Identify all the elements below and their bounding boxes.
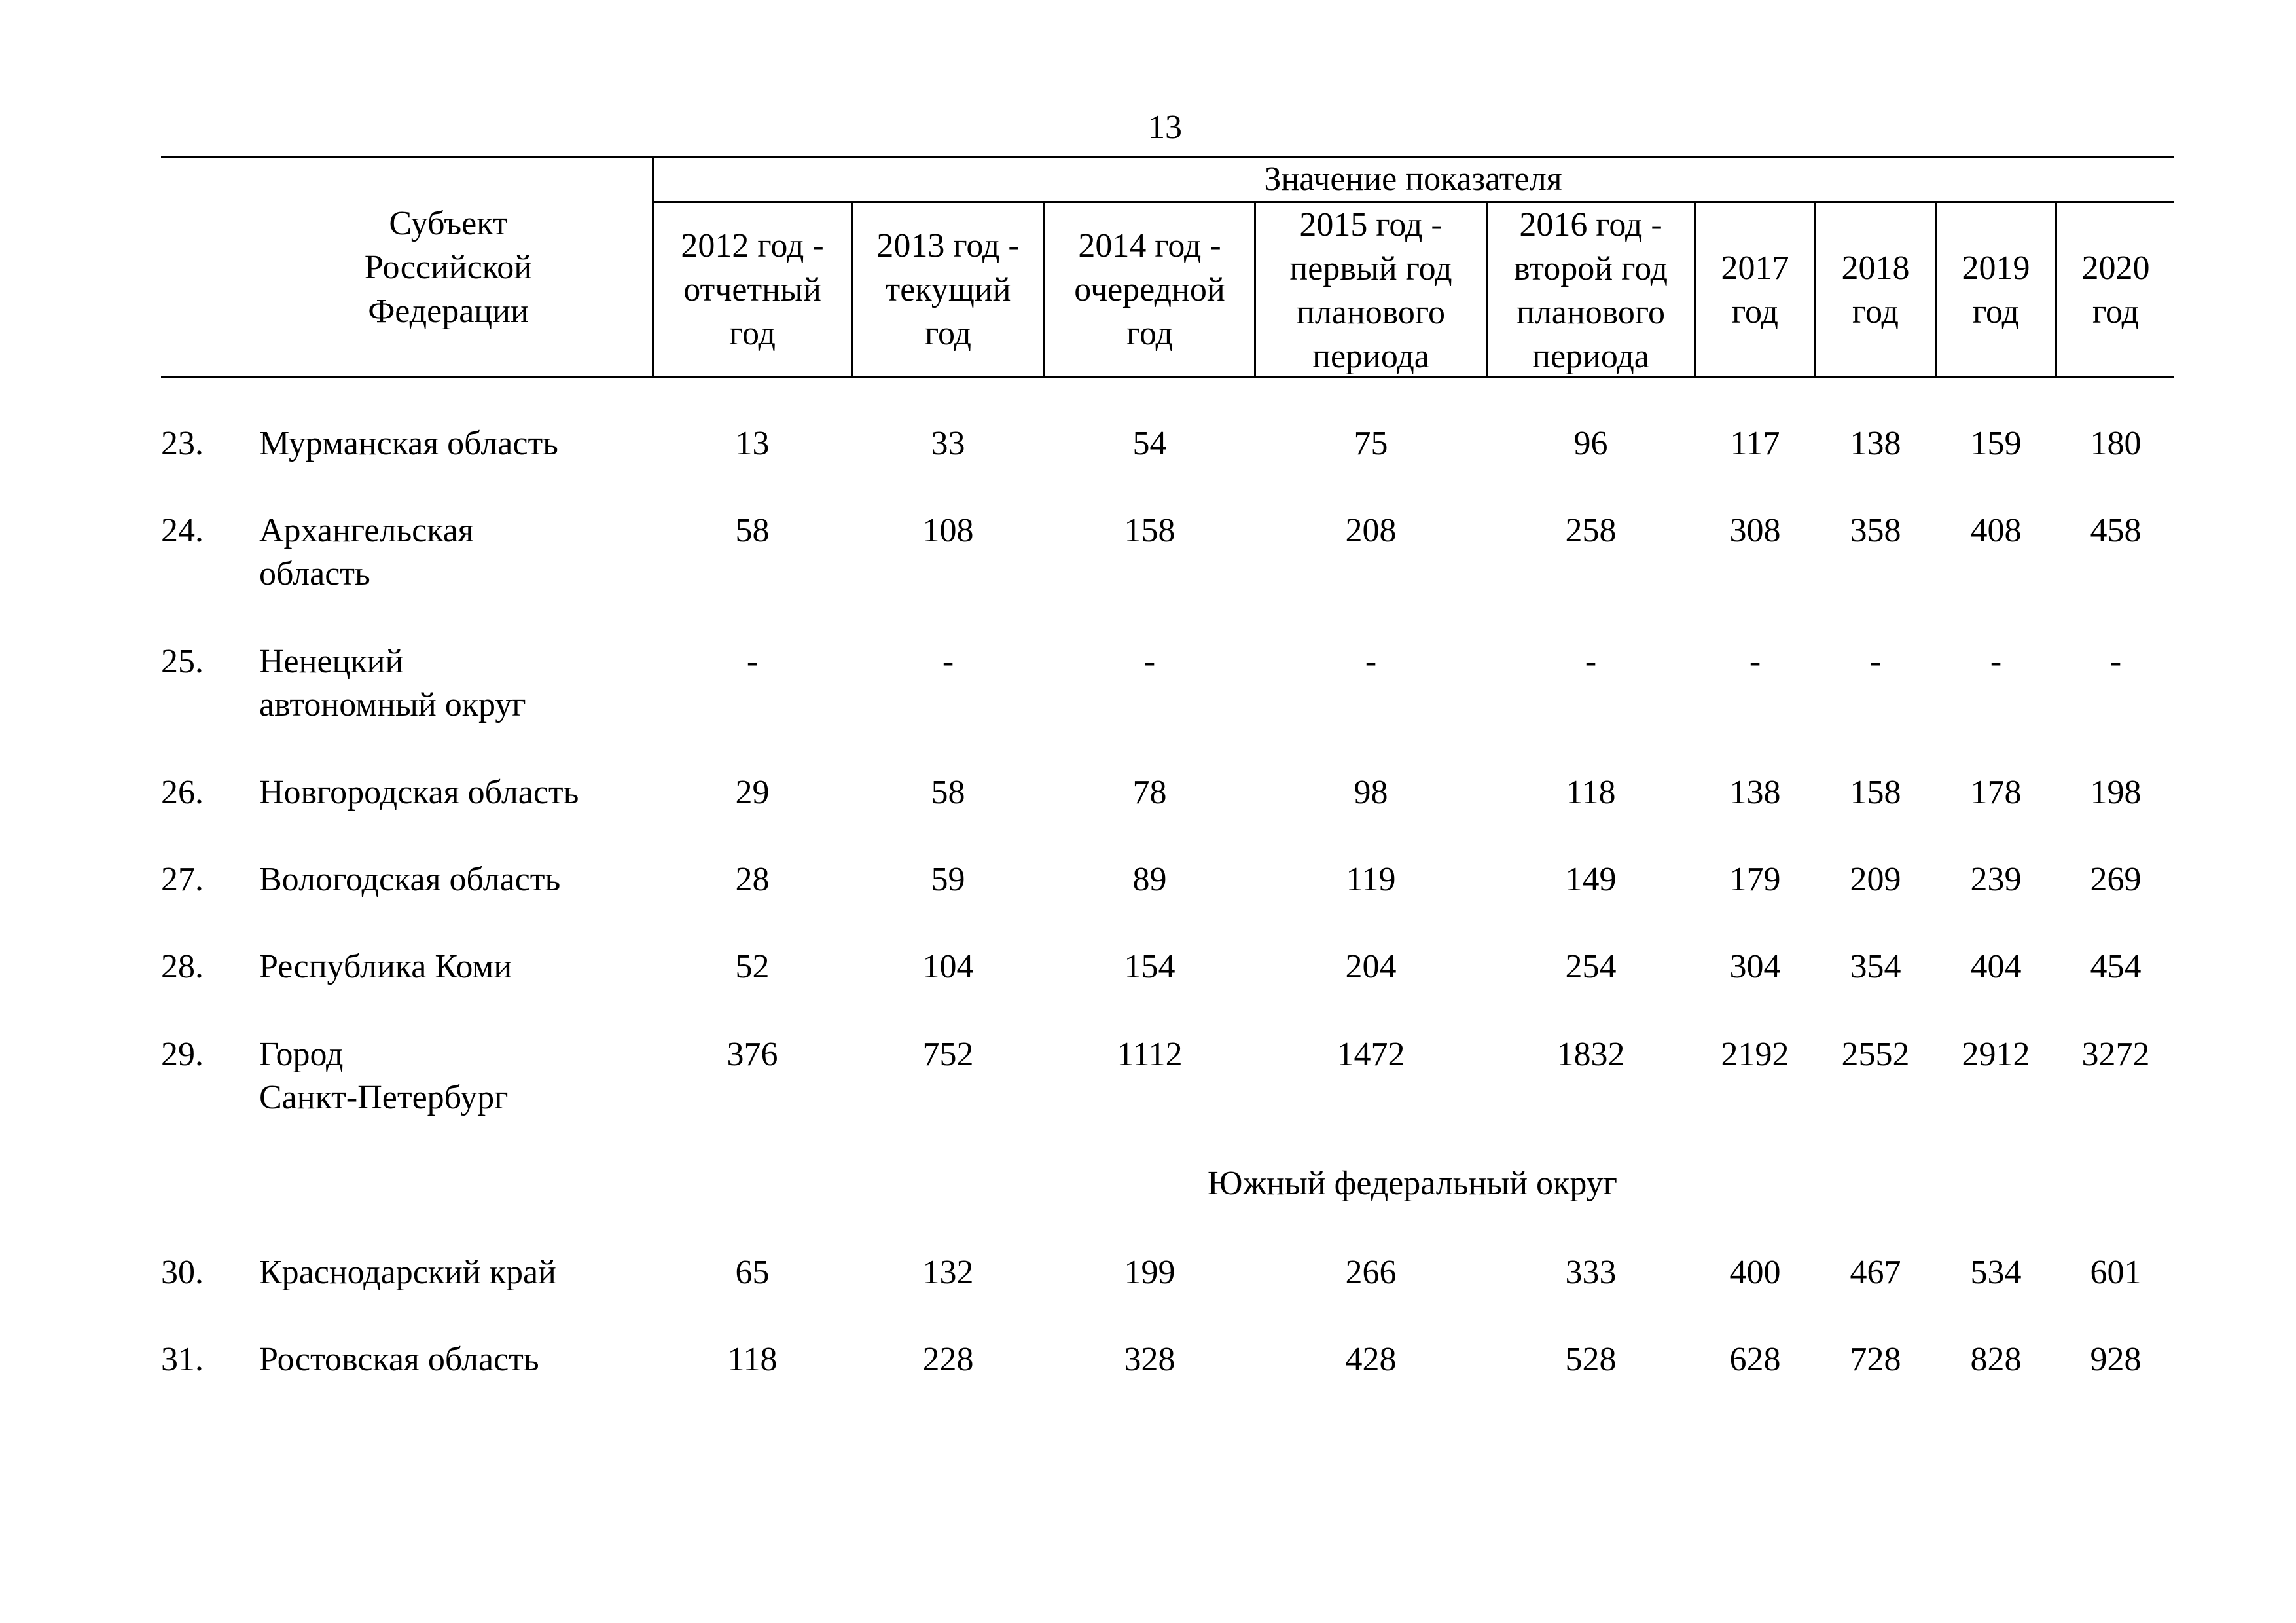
value-2014: 158 [1124, 512, 1175, 549]
row-number: 31. [161, 1341, 204, 1378]
value-2014: 54 [1132, 425, 1167, 462]
value-2020: 454 [2090, 948, 2142, 985]
value-2019: 828 [1970, 1341, 2022, 1378]
value-2016: 528 [1565, 1341, 1617, 1378]
value-2013: 104 [922, 948, 974, 985]
value-2020: 3272 [2081, 1036, 2150, 1073]
subject-column-header: Субъект Российской Федерации [364, 205, 533, 330]
value-2013: 59 [931, 861, 965, 898]
value-2017: 628 [1729, 1341, 1781, 1378]
subject-name: Архангельская область [259, 512, 474, 593]
subject-name: Вологодская область [259, 861, 561, 898]
value-2015: 75 [1354, 425, 1388, 462]
value-2016: 254 [1565, 948, 1617, 985]
value-2012: 29 [735, 774, 770, 811]
value-2013: 58 [931, 774, 965, 811]
subject-name: Ненецкий автономный округ [259, 643, 526, 723]
row-number: 27. [161, 861, 204, 898]
value-2015: 266 [1345, 1254, 1397, 1291]
value-2017: 400 [1729, 1254, 1781, 1291]
column-header-2015: 2015 год - первый год планового периода [1289, 206, 1452, 375]
row-number: 26. [161, 774, 204, 811]
value-2013: 33 [931, 425, 965, 462]
value-2016: 1832 [1556, 1036, 1625, 1073]
value-2016: 333 [1565, 1254, 1617, 1291]
column-header-2017: 2017 год [1721, 249, 1789, 331]
value-2019: 404 [1970, 948, 2022, 985]
value-2012: 58 [735, 512, 770, 549]
value-2014: 154 [1124, 948, 1175, 985]
value-2012: 118 [727, 1341, 778, 1378]
value-2018: 209 [1850, 861, 1901, 898]
column-header-2012: 2012 год - отчетный год [681, 227, 824, 352]
value-2013: 108 [922, 512, 974, 549]
row-number: 23. [161, 425, 204, 462]
value-2012: 65 [735, 1254, 770, 1291]
value-2017: - [1749, 643, 1761, 680]
subject-name: Республика Коми [259, 948, 512, 985]
table-row [0, 1338, 2296, 1430]
table-row [0, 640, 2296, 732]
value-2013: 752 [922, 1036, 974, 1073]
value-2019: 159 [1970, 425, 2022, 462]
section-title: Южный федеральный округ [1208, 1165, 1617, 1202]
value-2020: 269 [2090, 861, 2142, 898]
table-row [0, 422, 2296, 514]
page-number: 13 [1148, 109, 1182, 146]
column-header-2019: 2019 год [1962, 249, 2030, 331]
value-2014: 328 [1124, 1341, 1175, 1378]
value-2012: 13 [735, 425, 770, 462]
column-header-2018: 2018 год [1841, 249, 1910, 331]
row-number: 25. [161, 643, 204, 680]
value-2014: - [1143, 643, 1156, 680]
value-2018: 728 [1850, 1341, 1901, 1378]
value-2014: 89 [1132, 861, 1167, 898]
value-2017: 179 [1729, 861, 1781, 898]
value-2015: 208 [1345, 512, 1397, 549]
value-2018: - [1869, 643, 1882, 680]
row-number: 29. [161, 1036, 204, 1073]
header-bottom-rule [161, 376, 2174, 378]
value-2016: 118 [1566, 774, 1616, 811]
value-2015: 1472 [1336, 1036, 1405, 1073]
value-2019: 534 [1970, 1254, 2022, 1291]
value-2015: 98 [1354, 774, 1388, 811]
value-2018: 358 [1850, 512, 1901, 549]
column-header-2013: 2013 год - текущий год [876, 227, 1020, 352]
value-2015: - [1365, 643, 1377, 680]
table-row [0, 771, 2296, 863]
row-number: 24. [161, 512, 204, 549]
value-2013: 132 [922, 1254, 974, 1291]
value-2019: - [1990, 643, 2002, 680]
value-2015: 204 [1345, 948, 1397, 985]
value-2012: 28 [735, 861, 770, 898]
value-2017: 138 [1729, 774, 1781, 811]
group-column-header: Значение показателя [1264, 160, 1562, 198]
table-row [0, 1251, 2296, 1343]
subject-name: Новгородская область [259, 774, 579, 811]
value-2017: 308 [1729, 512, 1781, 549]
column-header-2016: 2016 год - второй год планового периода [1513, 206, 1668, 375]
value-2020: 198 [2090, 774, 2142, 811]
value-2019: 239 [1970, 861, 2022, 898]
value-2018: 467 [1850, 1254, 1901, 1291]
column-header-2020: 2020 год [2081, 249, 2150, 331]
value-2016: 149 [1565, 861, 1617, 898]
value-2019: 178 [1970, 774, 2022, 811]
value-2018: 138 [1850, 425, 1901, 462]
value-2019: 2912 [1962, 1036, 2030, 1073]
value-2017: 304 [1729, 948, 1781, 985]
subject-name: Мурманская область [259, 425, 558, 462]
value-2012: 376 [726, 1036, 778, 1073]
value-2016: - [1585, 643, 1597, 680]
value-2013: - [942, 643, 954, 680]
value-2020: 928 [2090, 1341, 2142, 1378]
row-number: 30. [161, 1254, 204, 1291]
table-row [0, 858, 2296, 950]
value-2020: 458 [2090, 512, 2142, 549]
value-2014: 78 [1132, 774, 1167, 811]
value-2018: 158 [1850, 774, 1901, 811]
table-row [0, 509, 2296, 601]
value-2012: - [746, 643, 759, 680]
value-2012: 52 [735, 948, 770, 985]
subject-name: Ростовская область [259, 1341, 539, 1378]
value-2020: 601 [2090, 1254, 2142, 1291]
value-2017: 117 [1730, 425, 1780, 462]
value-2020: - [2109, 643, 2122, 680]
value-2014: 199 [1124, 1254, 1175, 1291]
value-2017: 2192 [1721, 1036, 1789, 1073]
column-header-2014: 2014 год - очередной год [1074, 227, 1225, 352]
value-2018: 354 [1850, 948, 1901, 985]
value-2016: 96 [1573, 425, 1608, 462]
value-2015: 119 [1346, 861, 1396, 898]
table-row [0, 945, 2296, 1037]
subject-name: Краснодарский край [259, 1254, 556, 1291]
value-2020: 180 [2090, 425, 2142, 462]
value-2018: 2552 [1841, 1036, 1910, 1073]
subject-name: Город Санкт-Петербург [259, 1036, 509, 1116]
value-2014: 1112 [1117, 1036, 1183, 1073]
value-2019: 408 [1970, 512, 2022, 549]
value-2015: 428 [1345, 1341, 1397, 1378]
value-2016: 258 [1565, 512, 1617, 549]
value-2013: 228 [922, 1341, 974, 1378]
row-number: 28. [161, 948, 204, 985]
table-row [0, 1033, 2296, 1125]
